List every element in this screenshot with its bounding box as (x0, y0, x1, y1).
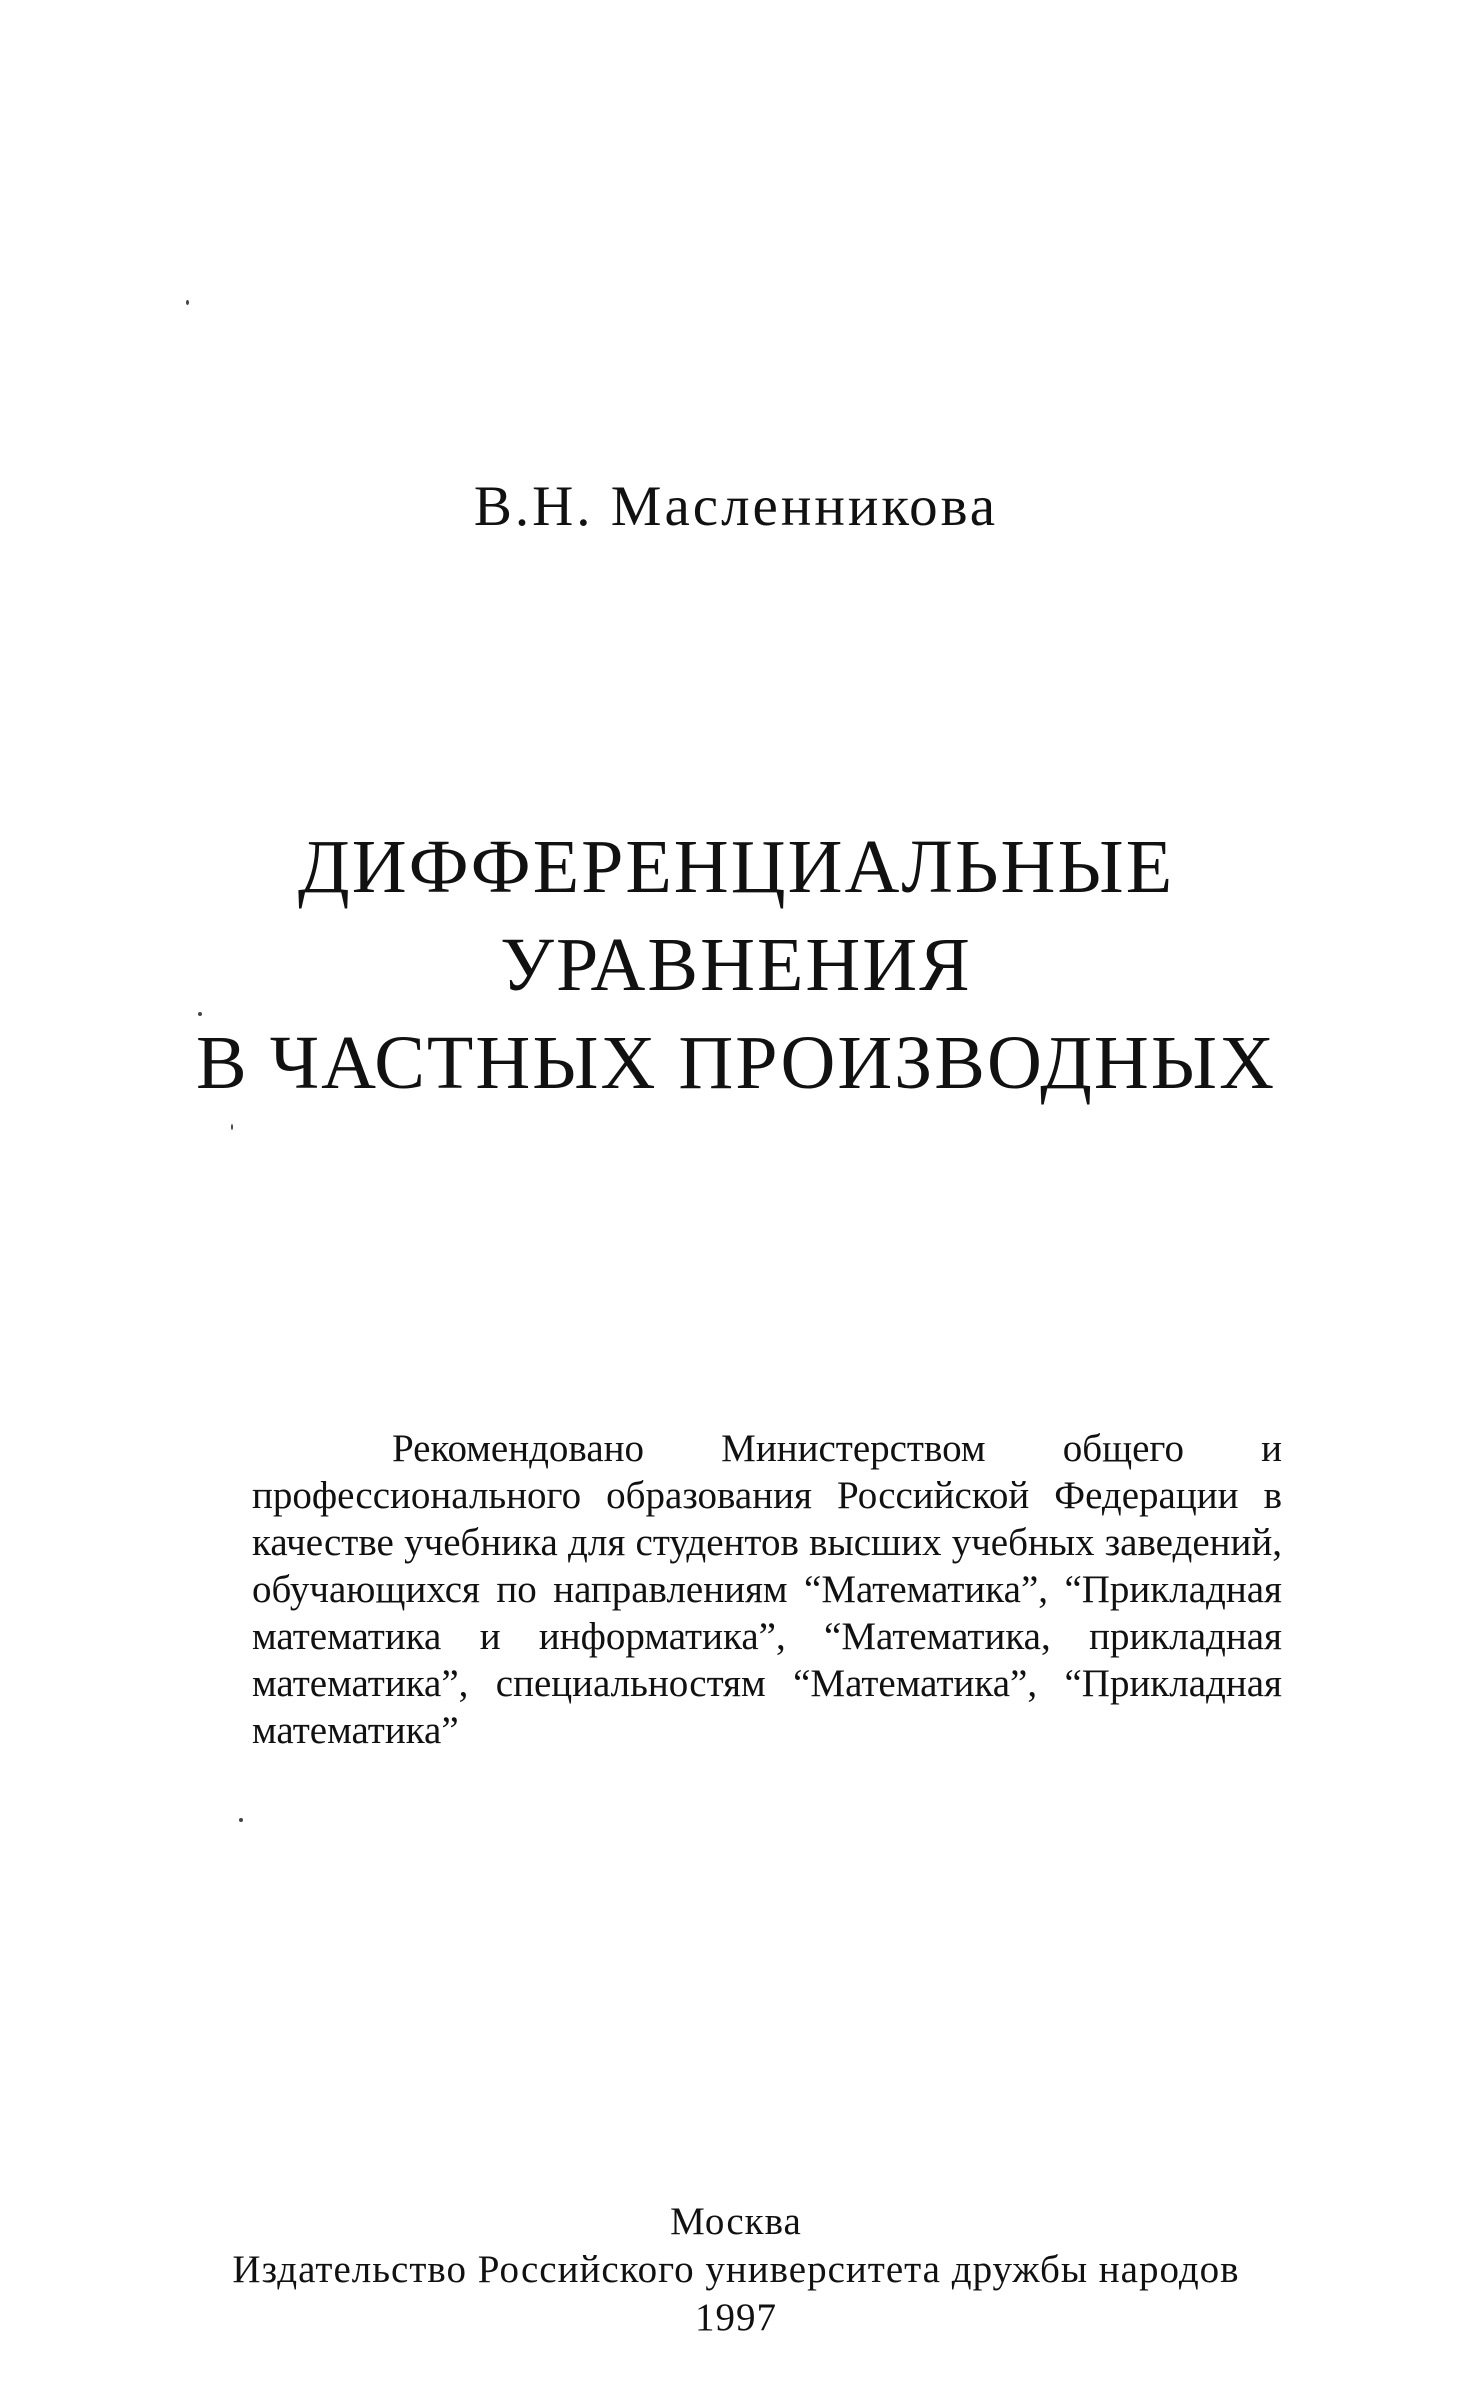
book-title (0, 818, 1472, 1112)
publisher-name: Издательство Российского университета дружбы народов (232, 2248, 1240, 2291)
imprint (0, 2198, 1472, 2342)
publication-year: 1997 (695, 2296, 777, 2339)
scan-speck (239, 1818, 243, 1822)
scan-speck (231, 1124, 233, 1130)
author-name: В.Н. Масленникова (473, 475, 999, 538)
title-line-1: ДИФФЕРЕНЦИАЛЬНЫЕ (297, 825, 1175, 909)
publisher-city: Москва (670, 2200, 802, 2243)
scan-speck (186, 300, 189, 305)
recommendation-text: Рекомендовано Министерством общего и профессионального образования Российской Федерации в качестве учебника для студентов высших учебных заведений, обучающихся по направлениям “Математика”, “Прикладная математика и информатика”, “Математика, прикладная математика”, специальностям “Математика”, “Прикладная математика” (252, 1427, 1282, 1752)
title-line-3: В ЧАСТНЫХ ПРОИЗВОДНЫХ (196, 1021, 1276, 1105)
title-line-2: УРАВНЕНИЯ (500, 923, 972, 1007)
